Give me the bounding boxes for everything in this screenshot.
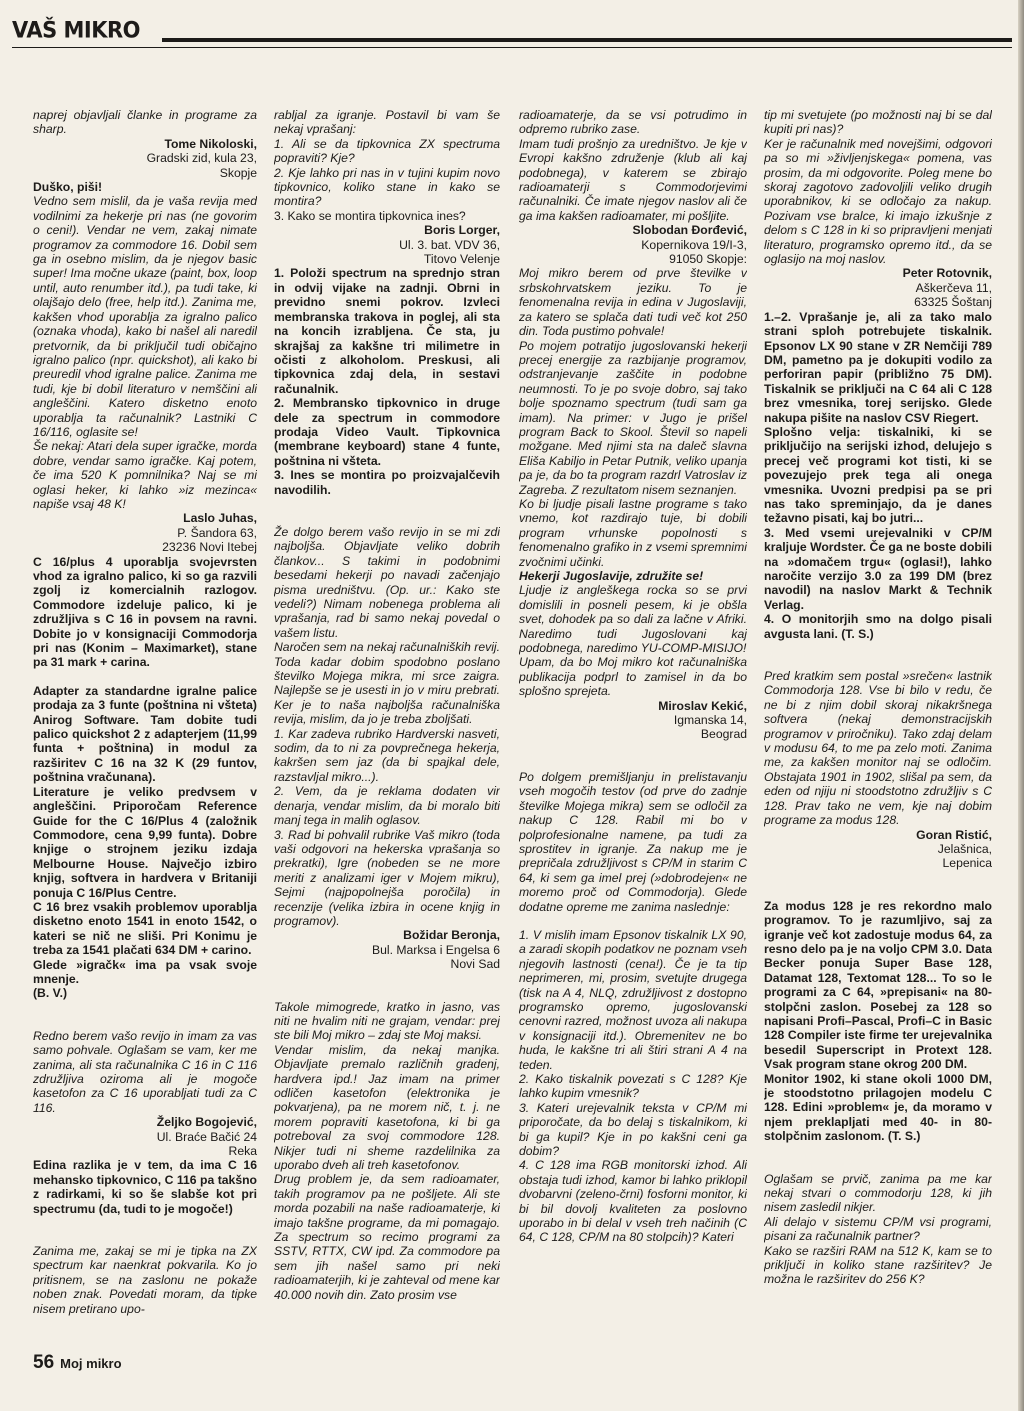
text-block: radioamaterje, da se vsi potrudimo in odpremo rubriko zase. <box>519 108 747 137</box>
text-block: Peter Rotovnik, <box>902 266 992 281</box>
text-block: Ali delajo v sistemu CP/M vsi programi, pisani za računalnik partner? <box>764 1214 992 1244</box>
text-block: 3. Rad bi pohvalil rubrike Vaš mikro (toda vaši odgovori na hekerska vprašanja so prekratki), Igre (nobeden se ne more meriti z analizami iger v Mojem mikru), Sejmi (najpopolnejša poročila) in recenzije (velika izbira in ocene knjig in programov). <box>274 827 500 928</box>
text-block: Drug problem je, da sem radioamater, takih programov pa ne pošljete. Ali ste morda pozabili na naše radioamaterje, ki imajo takšne programe, da mi pomagajo. Za spectrum so recimo programi za SSTV, RTTX, CW ipd. Za commodore pa sem jih našel samo pri neki radioamaterjih, ki je zahteval od mene kar 40.000 novih din. Zato prosim vse <box>274 1172 500 1302</box>
text-block: Naročen sem na nekaj računalniških revij. Toda kadar dobim spodobno poslano številko Mojega mikra, mi srce zaigra. Najlepše se je usesti in jo v miru prebrati. Ker je to naša najboljša računalniška revija, mislim, da jo je treba zboljšati. <box>274 640 500 727</box>
text-column-1 <box>33 108 257 1346</box>
page-number: 56 <box>33 1352 55 1373</box>
text-block: Vendar mislim, da nekaj manjka. Objavljate premalo različnih gradenj, hardvera ipd.! Jaz imam na primer odličen kasetofon (elektronika je pokvarjena), pa ne morem nič, t. j. ne morem popraviti kasetofona, ki bi ga potreboval za svoj commodore 128. Nikjer tudi ni sheme razdelilnika za uporabo dveh ali treh kasetofonov. <box>274 1042 500 1173</box>
text-block: Literature je veliko predvsem v angleščini. Priporočam Reference Guide for the C 16/Plus 4 (založnik Commodore, cena 9,99 funta). Dobre knjige o strojnem jeziku izdaja Melbourne House. Največjo izbiro knjig, softvera in hardvera v Britaniji ponuja C 16/Plus Centre. <box>33 784 257 900</box>
text-block: Reka <box>228 1144 257 1159</box>
text-block: Ko bi ljudje pisali lastne programe s tako vnemo, kot razdirajo tuje, bi dobili program vrhunske popolnosti s fenomenalno grafiko in z vsemi spremnimi zvočnimi učinki. <box>519 496 747 569</box>
text-block: 1. V mislih imam Epsonov tiskalnik LX 90, a zaradi skopih podatkov ne poznam vseh njegovih lastnosti (cena!). Če je ta tip neprimeren, mi, prosim, svetujte drugega (tisk na A 4, NLQ, združljivost z dostopno programsko opremo, jugoslovanski cenovni razred, možnost uvoza ali nakupa v konsignaciji itd.). Obremenitev ne bo huda, le kakšne tri ali štiri strani A 4 na teden. <box>519 927 747 1072</box>
text-block: 3. Kako se montira tipkovnica ines? <box>274 208 466 223</box>
text-block: Ker je računalnik med novejšimi, odgovori pa so mi »življenjskega« pomena, vas prosim, da mi odgovorite. Poleg mene bo skoraj zagotovo zadovoljili veliko drugih uporabnikov, ki se odločajo za nakup. Pozivam vse bralce, ki imajo izkušnje z delom s C 128 in ki so pripravljeni menjati literaturo, programsko opremo itd., da se oglasijo na moj naslov. <box>764 136 992 267</box>
header-rule-thin <box>12 47 1012 48</box>
page-edge-shadow <box>1018 0 1024 1411</box>
text-block: Novi Sad <box>450 957 500 972</box>
text-block: 4. C 128 ima RGB monitorski izhod. Ali obstaja tudi izhod, kamor bi lahko priklopil dvobarvni (zeleno-črni) fosforni monitor, ki bi bil dovolj kvaliteten za poslovno uporabo in bi delal v vseh treh načinih (C 64, C 128, CP/M na 80 stolpcih)? Kateri <box>519 1158 747 1245</box>
text-block: Bul. Marksa i Engelsa 6 <box>371 942 500 957</box>
text-block: Po dolgem premišljanju in prelistavanju vseh mogočih testov (od prve do zadnje številke Mojega mikra) sem se odločil za nakup C 128. Rabil mi bo v polprofesionalne namene, pa tudi za sprostitev in igranje. Za nakup me je prepričala združljivost s CP/M in starim C 64, ki sem ga imel prej (»dobrodejen« ne moremo proč od Commodorja). Glede dodatne opreme me zanima naslednje: <box>519 769 747 914</box>
text-block: Slobodan Đorđević, <box>632 223 747 238</box>
text-block: rabljal za igranje. Postavil bi vam še nekaj vprašanj: <box>274 108 500 137</box>
text-block: Kako se razširi RAM na 512 K, kam se to priključi in koliko stane razširitev? Je možna le razširitev do 256 K? <box>764 1243 992 1287</box>
text-block: Zanima me, zakaj se mi je tipka na ZX spectrum kar naenkrat pokvarila. Ko jo pritisnem, se na zaslonu ne pokaže noben znak. Povedati moram, da tipke nisem pretirano upo- <box>33 1244 257 1316</box>
text-block: Ul. Braće Bačić 24 <box>156 1129 257 1144</box>
text-block: Monitor 1902, ki stane okoli 1000 DM, je stoodstotno prilagojen modelu C 128. Edini »problem« je, da moramo v njem preklapljati med 40- in 80-stolpčnim zaslonom. (T. S.) <box>764 1071 992 1144</box>
text-block: Imam tudi prošnjo za uredništvo. Je kje v Evropi kakšno združenje (klub ali kaj podobnega), v katerem se zbirajo radioamaterji s Commodorjevimi računalniki. Če imate njegov naslov ali če ga ima kakšen radioamater, mi pošljite. <box>519 136 747 223</box>
text-block: Laslo Juhas, <box>183 511 257 526</box>
text-block: 2. Kje lahko pri nas in v tujini kupim novo tipkovnico, koliko stane in kako se montira? <box>274 165 500 209</box>
text-block: Željko Bogojević, <box>156 1115 257 1130</box>
text-block: Splošno velja: tiskalniki, ki se priključijo na serijski izhod, delujejo s precej več programi kot tisti, ki se povezujejo prek tega ali onega vmesnika. Uvozni predpisi pa se pri nas tako spreminjajo, da je danes težavno pisati, kaj bo jutri... <box>764 424 992 526</box>
text-block: 3. Med vsemi urejevalniki v CP/M kraljuje Wordster. Če ga ne boste dobili na »domačem trgu« (oglasi!), lahko naročite verzijo 3.0 za 199 DM (brez navodil) na naslov Markt & Technik Verlag. <box>764 525 992 612</box>
page-footer <box>33 1352 122 1374</box>
text-block: Po mojem potratijo jugoslovanski hekerji precej energije za razbijanje programov, odstranjevanje zaščite in podobne neumnosti. To je po svoje dobro, saj tako bolje spoznamo spectrum (tudi sam ga imam). Na primer: v Jugo je prišel program Back to Skool. Števil so napeli možgane. Med njimi sta na daleč slavna Eliša Kabiljo in Petar Putnik, veliko upanja pa je, da bo ta program razdrl Vatroslav iz Zagreba. Z rezultatom nisem seznanjen. <box>519 338 747 497</box>
text-block: 1.–2. Vprašanje je, ali za tako malo strani sploh potrebujete tiskalnik. Epsonov LX 90 stane v ZR Nemčiji 789 DM, pametno pa je dokupiti vodilo za perforiran papir (približno 75 DM). Tiskalnik se priključi na C 64 ali C 128 brez vmesnika, torej serijsko. Glede nakupa pišite na naslov CSV Riegert. <box>764 309 992 425</box>
text-block: Goran Ristić, <box>916 827 992 842</box>
text-block: Adapter za standardne igralne palice prodaja za 3 funte (poštnina ni všteta) Anirog Software. Tam dobite tudi palico quickshot 2 z adapterjem (11,99 funta + poštnina) in modul za razširitev C 16 na 32 K (29 funtov, poštnina vračunana). <box>33 683 257 785</box>
text-block: Pred kratkim sem postal »srečen« lastnik Commodorja 128. Vse bi bilo v redu, če ne bi z njim dobil skoraj nikakršnega softvera (nekaj demonstracijskih programov v priročniku). Tako zdaj delam v modusu 64, to me pa zelo moti. Zanima me, za kakšen monitor naj se odločim. Obstajata 1901 in 1902, slišal pa sem, da eden od njiju ni stoodstotno združljiv s C 128. Prav tako ne vem, kje naj dobim programe za modus 128. <box>764 669 992 828</box>
text-block: P. Šandora 63, <box>177 525 257 540</box>
text-column-2 <box>274 108 500 1346</box>
text-block: C 16 brez vsakih problemov uporablja disketno enoto 1541 in enoto 1542, o kateri se nič ne sliši. Pri Konimu je treba za 1541 plačati 634 DM + carino. <box>33 899 257 958</box>
text-block: Hekerji Jugoslavije, združite se! <box>519 569 704 583</box>
text-block: Že dolgo berem vašo revijo in se mi zdi najboljša. Objavljate veliko dobrih člankov... S takimi in podobnimi besedami hekerji po navadi začenjajo pisma uredništvu. (Op. ur.: Kako ste vedeli?) Nimam nobenega problema ali vprašanja, rad bi samo nekaj povedal o vašem listu. <box>274 524 500 640</box>
text-column-4 <box>764 108 992 1346</box>
text-block: Edina razlika je v tem, da ima C 16 mehansko tipkovnico, C 116 pa takšno z radirkami, ki so še slabše kot pri spectrumu (da, tudi to je mogoče!) <box>33 1158 257 1216</box>
text-block: Lepenica <box>942 856 992 871</box>
text-block: 1. Položi spectrum na sprednjo stran in odvij vijake na zadnji. Obrni in previdno snemi pokrov. Izvleci membranska trakova in poglej, ali sta na koncih izrabljena. Če sta, ju skrajšaj za kakšne tri milimetre in očisti z alkoholom. Preskusi, ali tipkovnica zdaj dela, in sestavi računalnik. <box>274 266 500 396</box>
text-block: Za modus 128 je res rekordno malo programov. To je razumljivo, saj za igranje več kot zadostuje modus 64, za resno delo pa je na voljo CPM 3.0. Data Becker ponuja Super Base 128, Datamat 128, Textomat 128... To so le programi za C 64, »prepisani« na 80-stolpčni zaslon. Posebej za 128 so napisani Profi–Pascal, Profi–C in Basic 128 Compiler iste firme ter urejevalnika besedil Superscript in Protext 128. Vsak program stane okrog 200 DM. <box>764 898 992 1072</box>
text-block: Tome Nikoloski, <box>164 136 257 151</box>
text-block: tip mi svetujete (po možnosti naj bi se dal kupiti pri nas)? <box>764 108 992 137</box>
text-block: 1. Ali se da tipkovnica ZX spectruma popraviti? Kje? <box>274 136 500 166</box>
text-block: 91050 Skopje: <box>669 252 747 267</box>
text-block: (B. V.) <box>33 986 68 1001</box>
text-block: Skopje <box>219 165 257 180</box>
text-block: Še nekaj: Atari dela super igračke, morda dobre, vendar samo igračke. Kaj potem, če ima 520 K pomnilnika? Naj se mi oglasi heker, ki lahko »iz mezinca« napiše vsaj 48 K! <box>33 439 257 511</box>
text-block: C 16/plus 4 uporablja svojevrsten vhod za igralno palico, ki so ga razvili zgolj iz komercialnih razlogov. Commodore izdeluje palico, ki je združljiva s C 16 in povsem na ravni. Dobite jo v konsignaciji Commodorja pri nas (Konim – Maximarket), stane pa 31 mark + carina. <box>33 554 257 670</box>
text-block: Oglašam se prvič, zanima pa me kar nekaj stvari o commodorju 128, ki jih nisem zasledil nikjer. <box>764 1171 992 1215</box>
text-block: Titovo Velenje <box>423 252 500 267</box>
text-block: 1. Kar zadeva rubriko Hardverski nasveti, sodim, da to ni za povprečnega hekerja, kakršen sem jaz (da bi spajkal dele, razstavljal mikro...). <box>274 726 500 784</box>
text-block: Jelašnica, <box>937 841 992 856</box>
text-block: Boris Lorger, <box>424 223 500 238</box>
text-block: Glede »igračk« ima pa vsak svoje mnenje. <box>33 957 257 986</box>
section-title: VAŠ MIKRO <box>12 17 141 43</box>
text-block: 2. Membransko tipkovnico in druge dele za spectrum in commodore prodaja Video Vault. Tipkovnica (membrane keyboard) stane 4 funte, poštnina ni všteta. <box>274 396 500 468</box>
text-block: Takole mimogrede, kratko in jasno, vas niti ne hvalim niti ne grajam, vendar: prej ste bili Moj mikro – zdaj ste Moj maksi. <box>274 999 500 1043</box>
text-block: 63325 Šoštanj <box>914 295 992 310</box>
text-block: Gradski zid, kula 23, <box>146 151 257 166</box>
text-block: Vedno sem mislil, da je vaša revija med vodilnimi za hekerje pri nas (ne govorim o ceni!). Vendar ne vem, zakaj nimate programov za commodore 16. Dobil sem ga in osebno mislim, da je njegov basic super! Ima močne ukaze (paint, box, loop until, auto renumber itd.), pa tudi take, ki olajšajo delo (free, help itd.). Zanima me, kakšen vhod uporablja za igralno palico (oznaka vhoda), kako bi našel ali naredil pretvornik, da bi priključil tudi običajno igralno palico (npr. quickshot), ali kako bi preuredil vhod igralne palice. Zanima me tudi, kje bi dobil literaturo v nemščini ali angleščini. Katero disketno enoto uporablja ta računalnik? Lastniki C 16/116, oglasite se! <box>33 194 257 439</box>
text-block: 2. Kako tiskalnik povezati s C 128? Kje lahko kupim vmesnik? <box>519 1072 747 1101</box>
text-block: Miroslav Kekić, <box>658 698 747 713</box>
text-block: Božidar Beronja, <box>403 928 500 943</box>
text-block: Moj mikro berem od prve številke v srbskohrvatskem jeziku. To je fenomenalna revija in edina v Jugoslaviji, za katero se splača dati tudi več kot 250 din. Toda pustimo pohvale! <box>519 266 747 339</box>
text-block: Redno berem vašo revijo in imam za vas samo pohvale. Oglašam se vam, ker me zanima, ali sta računalnika C 16 in C 116 združljiva oziroma ali je mogoče kasetofon za C 16 uporabljati tudi za C 116. <box>33 1028 257 1115</box>
text-block: Igmanska 14, <box>673 713 747 728</box>
text-block: Beograd <box>700 727 747 742</box>
text-column-3 <box>519 108 747 1346</box>
text-block: Upam, da bo Moj mikro kot računalniška publikacija podprl to zamisel in da bo splošno sprejeta. <box>519 655 747 699</box>
text-block: 2. Vem, da je reklama dodaten vir denarja, vendar mislim, da bi moralo biti manj tega in malih oglasov. <box>274 784 500 828</box>
header-rule-thick <box>162 38 1012 42</box>
text-block: Kopernikova 19/I-3, <box>641 237 747 252</box>
text-block: 4. O monitorjih smo na dolgo pisali avgusta lani. (T. S.) <box>764 612 992 641</box>
text-block: 3. Ines se montira po proizvajalčevih navodilih. <box>274 468 500 497</box>
text-block: Aškerčeva 11, <box>915 280 992 295</box>
page-header <box>12 18 1012 50</box>
text-block: 3. Kateri urejevalnik teksta v CP/M mi priporočate, da bo delaj s tiskalnikom, ki bi ga kupil? Kje in po kakšni ceni ga dobim? <box>519 1100 747 1159</box>
text-block: naprej objavljali članke in programe za sharp. <box>33 108 257 137</box>
text-block: 23236 Novi Itebej <box>162 540 257 555</box>
text-block: Ljudje iz angleškega rocka so se prvi domislili in posneli pesem, ki je obšla svet, dohodek pa so dali za lačne v Afriki. Naredimo tudi Jugoslovani kaj podobnega, naredimo YU-COMP-MISIJO! <box>519 583 747 656</box>
text-block: Ul. 3. bat. VDV 36, <box>399 237 500 252</box>
text-block: Duško, piši! <box>33 180 103 195</box>
magazine-name: Moj mikro <box>60 1356 122 1371</box>
